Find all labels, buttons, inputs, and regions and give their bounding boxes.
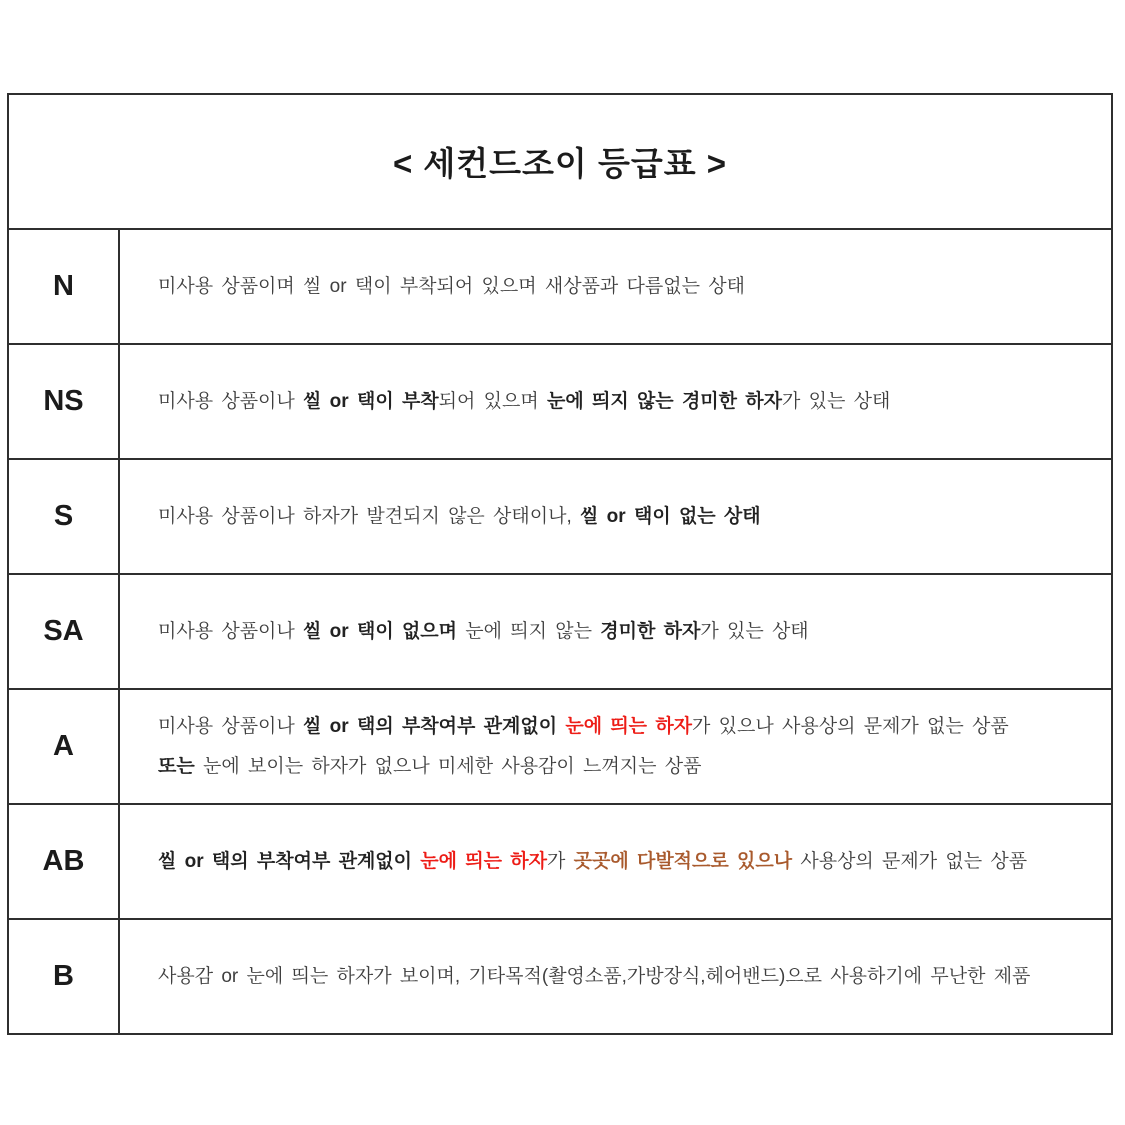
grade-cell: B [9,920,120,1033]
text-segment: 씰 or 택이 부착 [303,390,439,412]
text-segment: 씰 or 택의 부착여부 관계없이 [158,850,421,872]
grade-table-body [9,230,1111,1033]
description-cell [120,575,1111,688]
text-segment: 미사용 상품이나 하자가 발견되지 않은 상태이나, [158,505,581,527]
table-row [9,690,1111,805]
description-line [158,957,1087,997]
text-segment: 눈에 띄는 하자 [565,715,693,737]
description-line [158,382,1087,422]
text-segment: 눈에 띄지 않는 [457,620,601,642]
table-row [9,805,1111,920]
description-line [158,747,1087,787]
text-segment: 미사용 상품이나 [158,620,304,642]
text-segment: 가 있는 상태 [700,620,809,642]
text-segment: 되어 있으며 [438,390,547,412]
description-line [158,842,1087,882]
text-segment: 씰 or 택이 없으며 [303,620,458,642]
table-row [9,460,1111,575]
text-segment: 가 [546,850,574,872]
table-title: < 세컨드조이 등급표 > [9,95,1111,230]
text-segment: 미사용 상품이며 씰 or 택이 부착되어 있으며 새상품과 다름없는 상태 [158,275,745,297]
table-row [9,230,1111,345]
text-segment: 경미한 하자 [600,620,701,642]
text-segment: 눈에 띄는 하자 [420,850,547,872]
table-row [9,345,1111,460]
text-segment: 또는 [158,755,195,777]
description-cell [120,690,1111,803]
text-segment: 미사용 상품이나 [158,390,304,412]
description-cell [120,460,1111,573]
text-segment: 눈에 띄지 않는 경미한 하자 [546,390,782,412]
text-segment: 사용감 or 눈에 띄는 하자가 보이며, 기타목적(촬영소품,가방장식,헤어밴드)으로 사용하기에 무난한 제품 [158,965,1031,987]
grade-cell: A [9,690,120,803]
text-segment: 가 있는 상태 [782,390,891,412]
description-line [158,612,1087,652]
description-line [158,707,1087,747]
grade-cell: SA [9,575,120,688]
description-line [158,267,1087,307]
text-segment: 곳곳에 다발적으로 있으나 [573,850,793,872]
grade-table [7,93,1113,1035]
grade-cell: S [9,460,120,573]
description-cell [120,920,1111,1033]
table-row [9,920,1111,1033]
grade-cell: NS [9,345,120,458]
text-segment: 씰 or 택이 없는 상태 [580,505,761,527]
text-segment: 사용상의 문제가 없는 상품 [792,850,1028,872]
description-line [158,497,1087,537]
description-cell [120,345,1111,458]
text-segment: 가 있으나 사용상의 문제가 없는 상품 [692,715,1009,737]
grade-cell: AB [9,805,120,918]
text-segment: 씰 or 택의 부착여부 관계없이 [303,715,566,737]
description-cell [120,230,1111,343]
description-cell [120,805,1111,918]
text-segment: 미사용 상품이나 [158,715,304,737]
grade-cell: N [9,230,120,343]
text-segment: 눈에 보이는 하자가 없으나 미세한 사용감이 느껴지는 상품 [194,755,702,777]
table-row [9,575,1111,690]
